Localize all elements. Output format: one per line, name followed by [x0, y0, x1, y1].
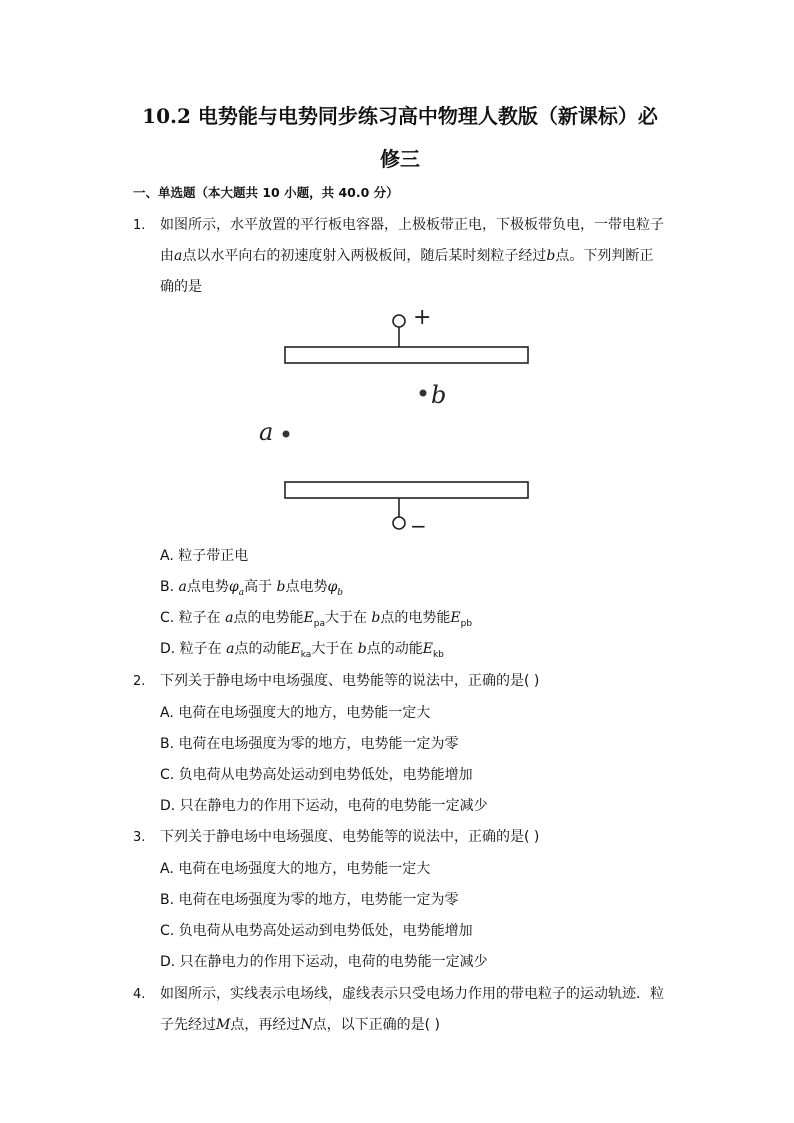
- question-1-line2: 由a点以水平向右的初速度射入两极板间，随后某时刻粒子经过b点。下列判断正: [160, 248, 654, 264]
- question-1-line3: 确的是: [160, 279, 202, 295]
- question-3-option-b: B. 电荷在电场强度为零的地方，电势能一定为零: [160, 892, 459, 908]
- negative-terminal: [393, 517, 405, 529]
- question-1-line1: 如图所示，水平放置的平行板电容器，上极板带正电，下极板带负电，一带电粒子: [160, 217, 664, 233]
- question-3-option-c: C. 负电荷从电势高处运动到电势低处，电势能增加: [160, 923, 473, 939]
- question-number-2: 2.: [133, 674, 146, 689]
- document-title-line2: 修三: [380, 147, 420, 171]
- point-a-dot: [283, 431, 290, 438]
- question-1-option-b: B. a点电势$\varphi_a$高于 b点电势$\varphi_b$: [160, 579, 344, 598]
- question-3-stem: 下列关于静电场中电场强度、电势能等的说法中，正确的是( ): [160, 829, 540, 845]
- question-number-4: 4.: [133, 987, 146, 1002]
- question-2-option-c: C. 负电荷从电势高处运动到电势低处，电势能增加: [160, 767, 473, 783]
- question-2-stem: 下列关于静电场中电场强度、电势能等的说法中，正确的是( ): [160, 673, 540, 689]
- lower-plate: [285, 482, 528, 498]
- question-4-line1: 如图所示，实线表示电场线，虚线表示只受电场力作用的带电粒子的运动轨迹．粒: [160, 986, 664, 1002]
- question-2-option-b: B. 电荷在电场强度为零的地方，电势能一定为零: [160, 736, 459, 752]
- question-number-1: 1.: [133, 218, 146, 233]
- question-3-option-a: A. 电荷在电场强度大的地方，电势能一定大: [160, 861, 431, 877]
- point-b-dot: [420, 390, 427, 397]
- label-a: a: [259, 418, 274, 446]
- question-1-option-d: D. 粒子在 a点的动能$E_{ka}$大于在 b点的动能$E_{kb}$: [160, 641, 444, 660]
- question-3-option-d: D. 只在静电力的作用下运动，电荷的电势能一定减少: [160, 954, 488, 970]
- positive-terminal: [393, 315, 405, 327]
- question-4-line2: 子先经过M点，再经过N点，以下正确的是( ): [160, 1017, 440, 1033]
- question-1-option-a: A. 粒子带正电: [160, 548, 249, 564]
- label-b: b: [431, 381, 447, 409]
- upper-plate: [285, 347, 528, 363]
- minus-sign: −: [410, 514, 427, 538]
- question-1-option-c: C. 粒子在 a点的电势能$E_{pa}$大于在 b点的电势能$E_{pb}$: [160, 610, 473, 629]
- document-title-line1: 10.2 电势能与电势同步练习高中物理人教版（新课标）必: [142, 104, 658, 128]
- question-number-3: 3.: [133, 830, 146, 845]
- capacitor-figure: [250, 305, 550, 540]
- question-2-option-d: D. 只在静电力的作用下运动，电荷的电势能一定减少: [160, 798, 488, 814]
- section-heading: 一、单选题（本大题共 10 小题，共 40.0 分）: [133, 185, 399, 200]
- question-2-option-a: A. 电荷在电场强度大的地方，电势能一定大: [160, 705, 431, 721]
- plus-sign: +: [413, 305, 432, 330]
